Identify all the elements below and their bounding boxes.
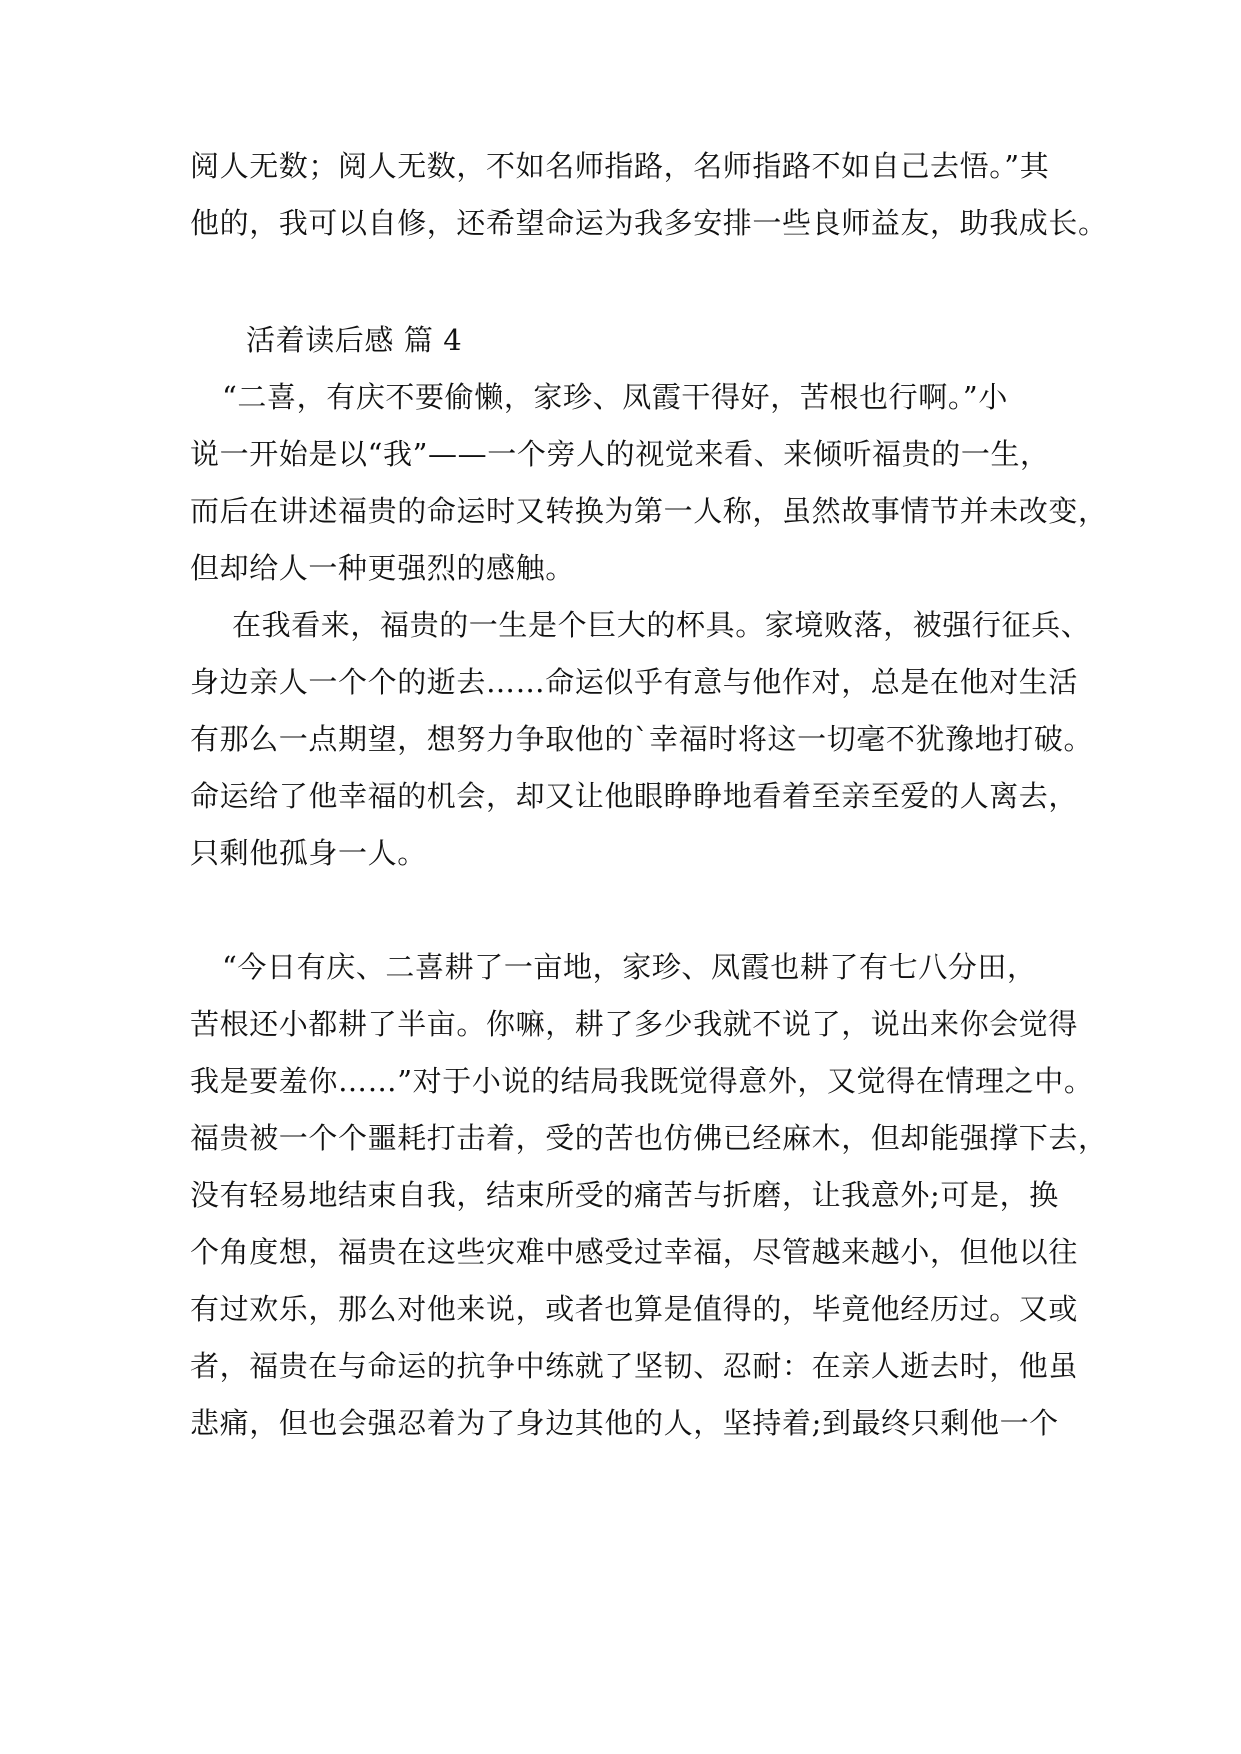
- text-line: 身边亲人一个个的逝去……命运似乎有意与他作对，总是在他对生活: [190, 665, 1079, 699]
- text-line: 命运给了他幸福的机会，却又让他眼睁睁地看着至亲至爱的人离去，: [190, 779, 1079, 813]
- text-line: 他的，我可以自修，还希望命运为我多安排一些良师益友，助我成长。: [190, 206, 1108, 240]
- text-line: 但却给人一种更强烈的感触。: [190, 551, 575, 585]
- text-line: 我是要羞你……”对于小说的结局我既觉得意外，又觉得在情理之中。: [190, 1064, 1094, 1098]
- text-line: 福贵被一个个噩耗打击着，受的苦也仿佛已经麻木，但却能强撑下去，: [190, 1121, 1108, 1155]
- text-line: 有过欢乐，那么对他来说，或者也算是值得的，毕竟他经历过。又或: [190, 1292, 1079, 1326]
- text-line: 而后在讲述福贵的命运时又转换为第一人称，虽然故事情节并未改变，: [190, 494, 1108, 528]
- text-line: 阅人无数；阅人无数，不如名师指路，名师指路不如自己去悟。”其: [190, 149, 1050, 183]
- text-line: 只剩他孤身一人。: [190, 836, 427, 870]
- text-line: 悲痛，但也会强忍着为了身边其他的人，坚持着;到最终只剩他一个: [190, 1406, 1059, 1440]
- text-line: 个角度想，福贵在这些灾难中感受过幸福，尽管越来越小，但他以往: [190, 1235, 1079, 1269]
- section-title: 活着读后感 篇 4: [246, 323, 463, 357]
- text-line: 有那么一点期望，想努力争取他的`幸福时将这一切毫不犹豫地打破。: [190, 722, 1094, 756]
- text-line: 者，福贵在与命运的抗争中练就了坚韧、忍耐：在亲人逝去时，他虽: [190, 1349, 1079, 1383]
- text-line: 在我看来，福贵的一生是个巨大的杯具。家境败落，被强行征兵、: [232, 608, 1091, 642]
- text-line: 说一开始是以“我”——一个旁人的视觉来看、来倾听福贵的一生，: [190, 437, 1050, 471]
- text-line: “今日有庆、二喜耕了一亩地，家珍、凤霞也耕了有七八分田，: [222, 950, 1037, 984]
- text-line: 没有轻易地结束自我，结束所受的痛苦与折磨，让我意外;可是，换: [190, 1178, 1059, 1212]
- text-line: 苦根还小都耕了半亩。你嘛，耕了多少我就不说了，说出来你会觉得: [190, 1007, 1079, 1041]
- text-line: “二喜，有庆不要偷懒，家珍、凤霞干得好，苦根也行啊。”小: [222, 380, 1008, 414]
